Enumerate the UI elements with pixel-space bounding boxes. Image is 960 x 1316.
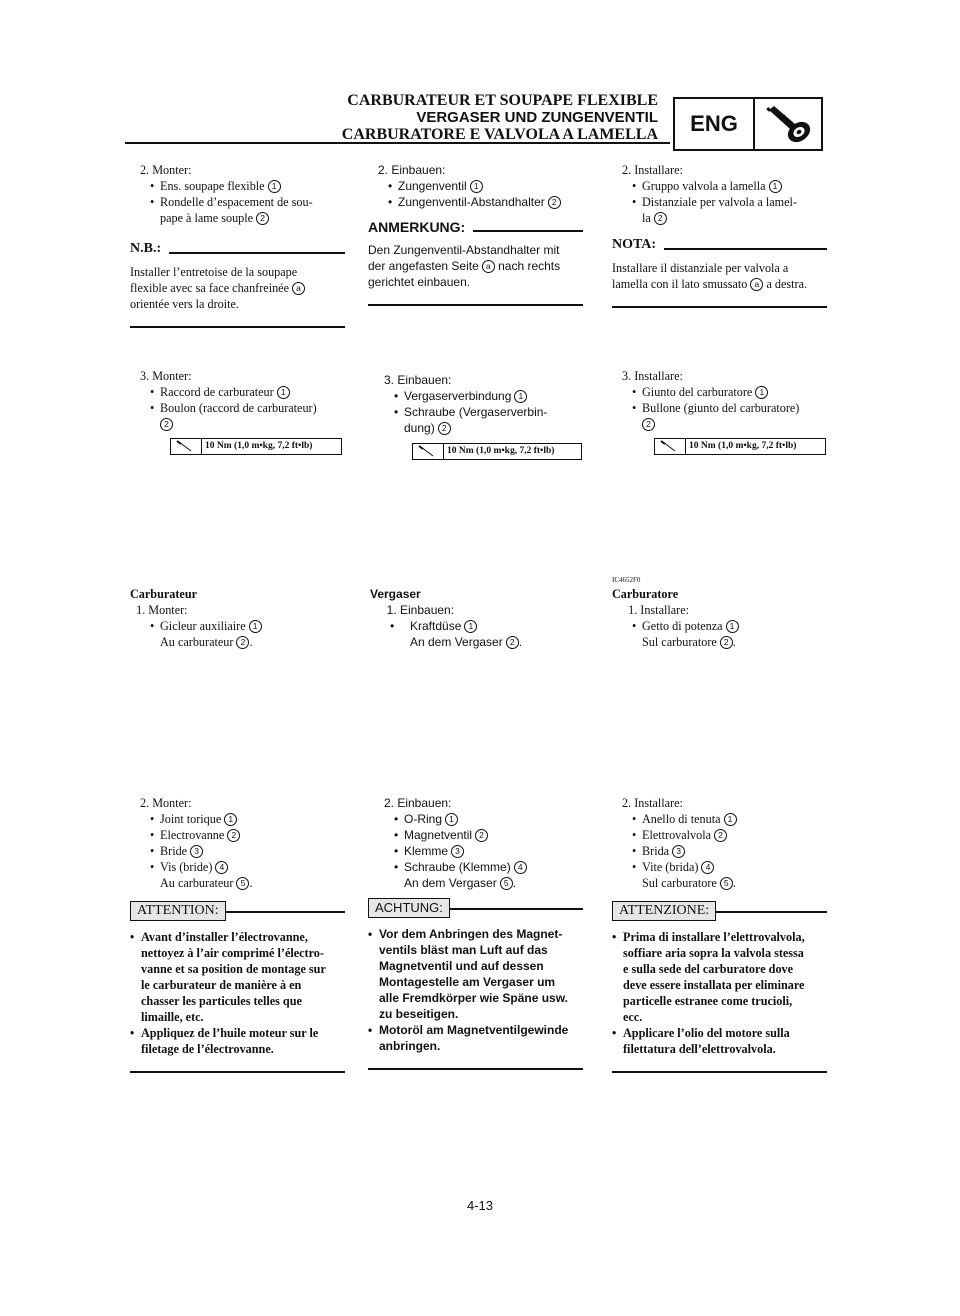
it-c-step-2-item-1: • Anello di tenuta 1 [612, 811, 827, 827]
de-warning-item-2: • Motoröl am Magnetventilgewinde anbringen. [368, 1022, 583, 1054]
page-number: 4-13 [466, 1198, 494, 1213]
fr-warning-item-2: • Appliquez de l’huile moteur sur le filetage de l’électrovanne. [130, 1025, 345, 1057]
header-title-fr: CARBURATEUR ET SOUPAPE FLEXIBLE [347, 92, 658, 109]
de-c-step-2-item-3: • Klemme 3 [374, 843, 589, 859]
fr-c-step-1-item-1: • Gicleur auxiliaire 1 [130, 618, 345, 634]
fr-step-2: 2. Monter: [140, 163, 192, 177]
fr-c-step-2-item-3: • Bride 3 [130, 843, 345, 859]
de-torque-spec: 10 Nm (1,0 m•kg, 7,2 ft•lb) [412, 443, 582, 460]
torque-wrench-icon [655, 439, 686, 454]
de-warning [368, 888, 583, 1070]
it-carburetor-section [612, 576, 827, 650]
it-step-2-item-2: • Distanziale per valvola a lamel- la 2 [612, 194, 827, 226]
header-rule [125, 142, 670, 144]
fr-warning-end-rule [130, 1071, 345, 1073]
de-warning-item-1: • Vor dem Anbringen des Magnet- ventils bläst man Luft auf das Magnetventil und auf dessen Montagestelle am Vergaser um alle Fremdkörper wie Späne usw. zu beseitigen. [368, 926, 583, 1022]
column-italian [612, 162, 827, 308]
de-c-step-2-cont: An dem Vergaser 5 . [404, 876, 517, 890]
fr-warning-item-1: • Avant d’installer l’électrovanne, nettoyez à l’air comprimé l’électro- vanne et sa position de montage sur le carburateur de manière à en chasser les particules telles que limaille, etc. [130, 929, 345, 1025]
it-note-end-rule [612, 306, 827, 308]
de-section-title: Vergaser [370, 587, 421, 601]
fr-step-3-item-1: • Raccord de carburateur 1 [130, 384, 345, 400]
fr-step-3 [130, 368, 345, 432]
it-step-3-label: 3. Installare: [622, 369, 683, 383]
it-c-step-1: 1. Installare: [628, 603, 690, 617]
fr-c-step-2-item-4: • Vis (bride) 4 [130, 859, 345, 875]
de-c-step-2-label: 2. Einbauen: [384, 796, 452, 810]
it-c-step-1-cont: Sul carburatore 2 . [642, 635, 736, 649]
torque-wrench-icon [171, 439, 202, 454]
fr-section-title: Carburateur [130, 587, 198, 601]
it-step-2: 2. Installare: [622, 163, 683, 177]
fr-carburetor-section [130, 586, 345, 650]
fr-warning-title: ATTENTION: [130, 901, 345, 921]
header-title-it: CARBURATORE E VALVOLA A LAMELLA [341, 126, 658, 143]
section-badge-divider [753, 99, 755, 149]
fr-c-step-2-item-1: • Joint torique 1 [130, 811, 345, 827]
de-warning-body [368, 926, 583, 1054]
it-c-step-2-item-4: • Vite (brida) 4 [612, 859, 827, 875]
it-reference-code: IC4652F0 [612, 576, 641, 584]
section-badge [673, 97, 823, 151]
de-step-3-label: 3. Einbauen: [384, 373, 452, 387]
it-warning-title: ATTENZIONE: [612, 901, 827, 921]
it-warning-end-rule [612, 1071, 827, 1073]
it-warning-body [612, 929, 827, 1057]
fr-note-end-rule [130, 326, 345, 328]
it-note-title: NOTA: [612, 236, 827, 254]
de-carburetor-section [370, 586, 585, 650]
de-c-step-2-item-4: • Schraube (Klemme) 4 [374, 859, 589, 875]
header-title-de: VERGASER UND ZUNGENVENTIL [416, 109, 658, 126]
de-step-2: 2. Einbauen: [378, 163, 446, 177]
de-warning-title: ACHTUNG: [368, 898, 583, 918]
it-c-step-2-label: 2. Installare: [622, 796, 683, 810]
it-step-3-item-2: • Bullone (giunto del carburatore) 2 [612, 400, 827, 432]
fr-c-step-2 [130, 795, 345, 1073]
it-step-3 [612, 368, 827, 432]
fr-c-step-1-cont: Au carburateur 2 . [160, 635, 253, 649]
column-french [130, 162, 345, 328]
fr-c-step-2-label: 2. Monter: [140, 796, 192, 810]
fr-step-3-label: 3. Monter: [140, 369, 192, 383]
wrench-icon [761, 102, 817, 146]
section-badge-label: ENG [690, 111, 738, 136]
de-step-3-item-1: • Vergaserverbindung 1 [374, 388, 589, 404]
de-note-title: ANMERKUNG: [368, 218, 583, 236]
fr-step-2-item-1: • Ens. soupape flexible 1 [130, 178, 345, 194]
de-c-step-2-item-1: • O-Ring 1 [374, 811, 589, 827]
fr-warning-body [130, 929, 345, 1057]
de-step-2-item-2: • Zungenventil-Abstandhalter 2 [368, 194, 583, 210]
it-warning-item-1: • Prima di installare l’elettrovalvola, soffiare aria sopra la valvola stessa e sulla sede del carburatore dove deve essere installata per eliminare particelle estranee come trucioli, ecc. [612, 929, 827, 1025]
de-c-step-2-item-2: • Magnetventil 2 [374, 827, 589, 843]
fr-torque-spec: 10 Nm (1,0 m•kg, 7,2 ft•lb) [170, 438, 342, 455]
de-warning-end-rule [368, 1068, 583, 1070]
de-step-3 [374, 372, 589, 436]
it-c-step-2 [612, 795, 827, 1073]
fr-note-body: Installer l’entretoise de la soupape flexible avec sa face chanfreinée a orientée vers la droite. [130, 264, 345, 312]
page-header [342, 92, 658, 143]
it-warning-item-2: • Applicare l’olio del motore sulla filettatura dell’elettrovalvola. [612, 1025, 827, 1057]
it-step-2-item-1: • Gruppo valvola a lamella 1 [612, 178, 827, 194]
it-c-step-2-item-2: • Elettrovalvola 2 [612, 827, 827, 843]
it-c-step-2-item-3: • Brida 3 [612, 843, 827, 859]
it-step-3-item-1: • Giunto del carburatore 1 [612, 384, 827, 400]
de-c-step-1: 1. Einbauen: [386, 603, 455, 617]
it-c-step-1-item-1: • Getto di potenza 1 [612, 618, 827, 634]
it-note-body: Installare il distanziale per valvola a lamella con il lato smussato a a destra. [612, 261, 808, 291]
de-step-2-item-1: • Zungenventil 1 [368, 178, 583, 194]
fr-c-step-2-cont: Au carburateur 5 . [160, 876, 253, 890]
de-step-3-item-2: • Schraube (Vergaserverbin- dung) 2 [374, 404, 589, 436]
de-c-step-1-item-1: • Kraftdüse 1 [370, 618, 585, 634]
fr-note-title: N.B.: [130, 240, 345, 258]
fr-step-3-item-2: • Boulon (raccord de carburateur) 2 [130, 400, 345, 432]
de-note-body: Den Zungenventil-Abstandhalter mit der angefasten Seite a nach rechts gerichtet einbauen. [368, 243, 561, 289]
it-section-title: Carburatore [612, 587, 679, 601]
it-torque-spec: 10 Nm (1,0 m•kg, 7,2 ft•lb) [654, 438, 826, 455]
de-c-step-1-cont: An dem Vergaser 2 . [410, 635, 523, 649]
de-c-step-2 [374, 795, 589, 891]
de-note-end-rule [368, 304, 583, 306]
fr-c-step-2-item-2: • Electrovanne 2 [130, 827, 345, 843]
column-german [368, 162, 583, 306]
it-c-step-2-cont: Sul carburatore 5 . [642, 876, 736, 890]
fr-c-step-1: 1. Monter: [136, 603, 188, 617]
torque-wrench-icon [413, 444, 444, 459]
fr-step-2-item-2: • Rondelle d’espacement de sou- pape à lame souple 2 [130, 194, 345, 226]
